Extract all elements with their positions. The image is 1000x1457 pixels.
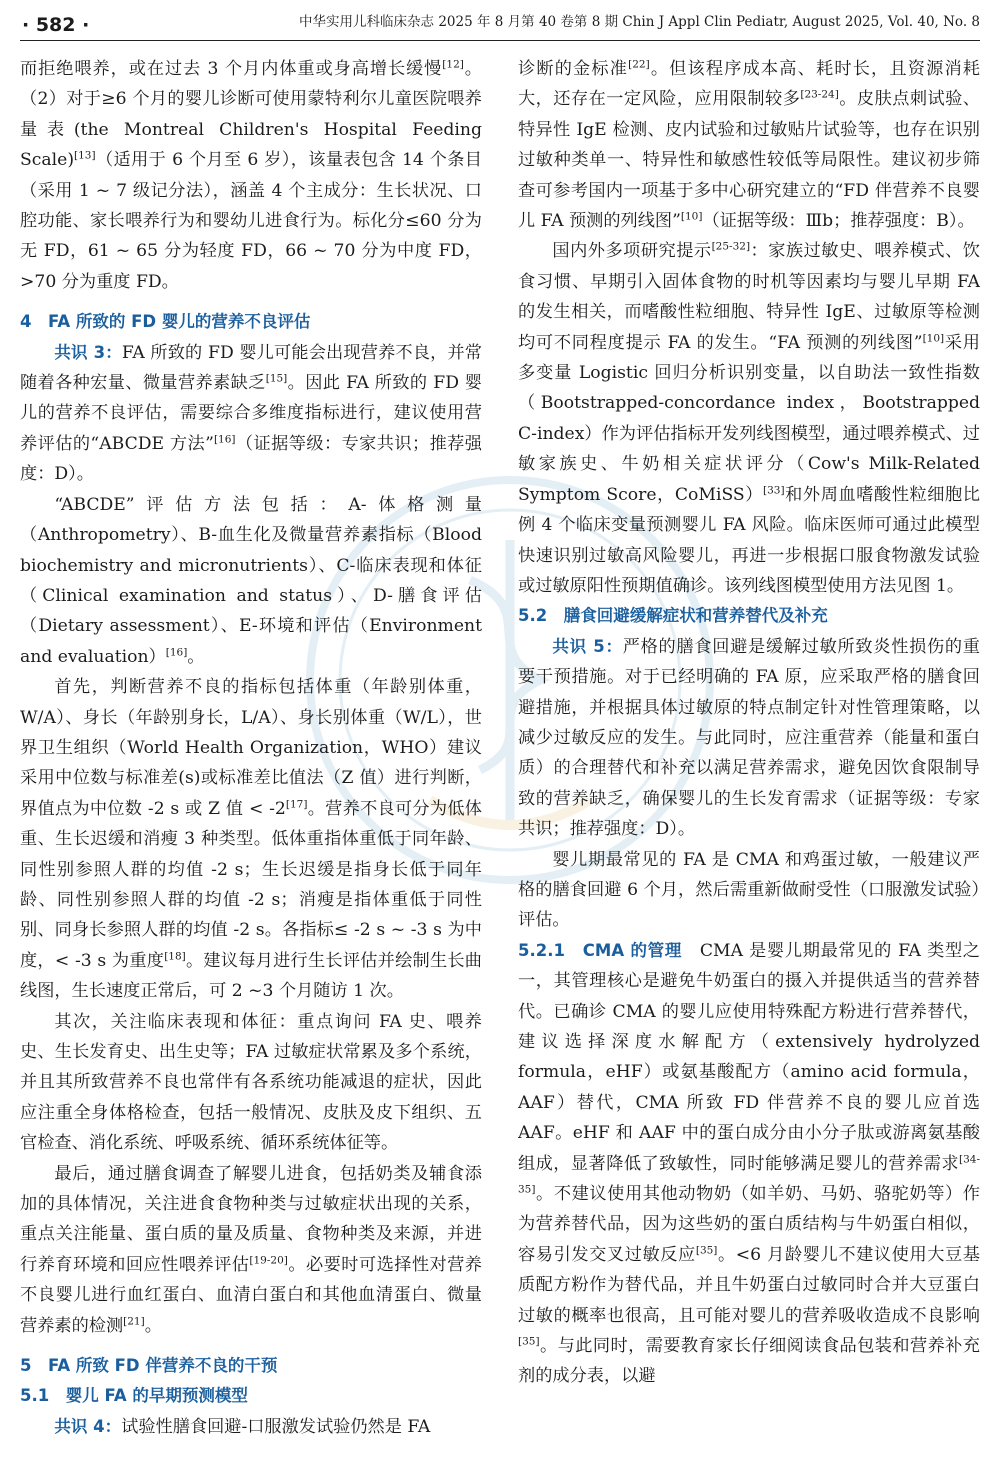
paragraph: 而拒绝喂养，或在过去 3 个月内体重或身高增长缓慢[12]。（2）对于≥6 个月的婴儿诊断可使用蒙特利尔儿童医院喂养量表(the Montreal Children's Hospital Feeding Scale)[13]（适用于 6 个月至 6 岁），该量表包含 14 个条目（采用 1 ~ 7 级记分法），涵盖 4 个主成分：生长状况、口腔功能、家长喂养行为和婴幼儿进食行为。标化分≤60 分为无 FD，61 ~ 65 分为轻度 FD，66 ~ 70 分为中度 FD，>70 分为重度 FD。 xyxy=(20,58,482,292)
subsection-cma: 5.2.1 CMA 的管理 CMA 是婴儿期最常见的 FA 类型之一，其管理核心是避免牛奶蛋白的摄入并提供适当的营养替代。已确诊 CMA 的婴儿应使用特殊配方粉进行营养替代，建议选择深度水解配方（extensively hydrolyzed formula，eHF）或氨基酸配方（amino acid formula，AAF）替代，CMA 所致 FD 伴营养不良的婴儿应首选 AAF。eHF 和 AAF 中的蛋白成分由小分子肽或游离氨基酸组成，显著降低了致敏性，同时能够满足婴儿的营养需求[34-35]。不建议使用其他动物奶（如羊奶、马奶、骆驼奶等）作为营养替代品，因为这些奶的蛋白质结构与牛奶蛋白相似，容易引发交叉过敏反应[35]。<6 月龄婴儿不建议使用大豆基质配方粉作为替代品，并且牛奶蛋白过敏同时合并大豆蛋白过敏的概率也很高，且可能对婴儿的营养吸收造成不良影响[35]。与此同时，需要教育家长仔细阅读食品包装和营养补充剂的成分表，以避 xyxy=(518,940,980,1387)
running-head: 中华实用儿科临床杂志 2025 年 8 月第 40 卷第 8 期 Chin J Appl Clin Pediatr, August 2025, Vol. 40, No. 8 xyxy=(299,14,980,30)
paragraph-second: 其次，关注临床表现和体征：重点询问 FA 史、喂养史、生长发育史、出生史等；FA 过敏症状常累及多个系统，并且其所致营养不良也常伴有各系统功能减退的症状，因此应注重全身体格检查，包括一般情况、皮肤及皮下组织、五官检查、消化系统、呼吸系统、循环系统体征等。 xyxy=(20,1011,482,1154)
left-column xyxy=(20,54,482,1449)
paragraph-first: 首先，判断营养不良的指标包括体重（年龄别体重，W/A）、身长（年龄别身长，L/A）、身长别体重（W/L），世界卫生组织（World Health Organization，WHO）建议采用中位数与标准差(s)或标准差比值法（Z 值）进行判断，界值点为中位数 -2 s 或 Z 值 < -2[17]。营养不良可分为低体重、生长迟缓和消瘦 3 种类型。低体重指体重低于同年龄、同性别参照人群的均值 -2 s；生长迟缓是指身长低于同年龄、同性别参照人群的均值 -2 s；消瘦是指体重低于同性别、同身长参照人群的均值 -2 s。各指标≤ -2 s ~ -3 s 为中度，< -3 s 为重度[18]。建议每月进行生长评估并绘制生长曲线图，生长速度正常后，可 2 ~3 个月随访 1 次。 xyxy=(20,677,482,1002)
section-heading-4: 4 FA 所致的 FD 婴儿的营养不良评估 xyxy=(20,312,311,332)
paragraph-cma-egg: 婴儿期最常见的 FA 是 CMA 和鸡蛋过敏，一般建议严格的膳食回避 6 个月，然后需重新做耐受性（口服激发试验）评估。 xyxy=(518,849,980,931)
right-column xyxy=(518,54,980,1449)
consensus-4: 共识 4：试验性膳食回避-口服激发试验仍然是 FA xyxy=(54,1416,431,1437)
section-heading-5: 5 FA 所致 FD 伴营养不良的干预 xyxy=(20,1356,278,1376)
section-heading-5-2: 5.2 膳食回避缓解症状和营养替代及补充 xyxy=(518,606,828,626)
paragraph: 诊断的金标准[22]。但该程序成本高、耗时长，且资源消耗大，还存在一定风险，应用限制较多[23-24]。皮肤点刺试验、特异性 IgE 检测、皮内试验和过敏贴片试验等，也存在识别过敏种类单一、特异性和敏感性较低等局限性。建议初步筛查可参考国内一项基于多中心研究建立的“FD 伴营养不良婴儿 FA 预测的列线图”[10]（证据等级：Ⅲb；推荐强度：B）。 xyxy=(518,58,980,232)
header-rule xyxy=(20,40,980,41)
section-heading-5-1: 5.1 婴儿 FA 的早期预测模型 xyxy=(20,1386,248,1406)
paragraph-studies: 国内外多项研究提示[25-32]：家族过敏史、喂养模式、饮食习惯、早期引入固体食物的时机等因素均与婴儿早期 FA 的发生相关，而嗜酸性粒细胞、特异性 IgE、过敏原等检测均可不同程度提示 FA 的发生。“FA 预测的列线图”[10]采用多变量 Logistic 回归分析识别变量，以自助法一致性指数（Bootstrapped-concordance index，Bootstrapped C-index）作为评估指标开发列线图模型，通过喂养模式、过敏家族史、牛奶相关症状评分（Cow's Milk-Related Symptom Score，CoMiSS）[33]和外周血嗜酸性粒细胞比例 4 个临床变量预测婴儿 FA 风险。临床医师可通过此模型快速识别过敏高风险婴儿，再进一步根据口服食物激发试验或过敏原阳性预期值确诊。该列线图模型使用方法见图 1。 xyxy=(518,240,980,596)
paragraph-abcde: “ABCDE”评估方法包括：A-体格测量（Anthropometry）、B-血生化及微量营养素指标（Blood biochemistry and micronutrients）、C-临床表现和体征（Clinical examination and status）、D-膳食评估（Dietary assessment）、E-环境和评估（Environment and evaluation）[16]。 xyxy=(20,494,482,667)
section-heading-5-2-1: 5.2.1 CMA 的管理 xyxy=(518,940,683,960)
page-number: · 582 · xyxy=(22,14,90,36)
consensus-5: 共识 5：严格的膳食回避是缓解过敏所致炎性损伤的重要干预措施。对于已经明确的 FA 原，应采取严格的膳食回避措施，并根据具体过敏原的特点制定针对性管理策略，以减少过敏反应的发生。与此同时，应注重营养（能量和蛋白质）的合理替代和补充以满足营养需求，避免因饮食限制导致的营养缺乏，确保婴儿的生长发育需求（证据等级：专家共识；推荐强度：D）。 xyxy=(518,636,980,840)
paragraph-last: 最后，通过膳食调查了解婴儿进食，包括奶类及辅食添加的具体情况，关注进食食物种类与过敏症状出现的关系，重点关注能量、蛋白质的量及质量、食物种类及来源，并进行养育环境和回应性喂养评估[19-20]。必要时可选择性对营养不良婴儿进行血红蛋白、血清白蛋白和其他血清蛋白、微量营养素的检测[21]。 xyxy=(20,1163,482,1336)
consensus-3: 共识 3：FA 所致的 FD 婴儿可能会出现营养不良，并常随着各种宏量、微量营养素缺乏[15]。因此 FA 所致的 FD 婴儿的营养不良评估，需要综合多维度指标进行，建议使用营养评估的“ABCDE 方法”[16]（证据等级：专家共识；推荐强度：D）。 xyxy=(20,342,482,485)
page-header xyxy=(0,0,1000,48)
